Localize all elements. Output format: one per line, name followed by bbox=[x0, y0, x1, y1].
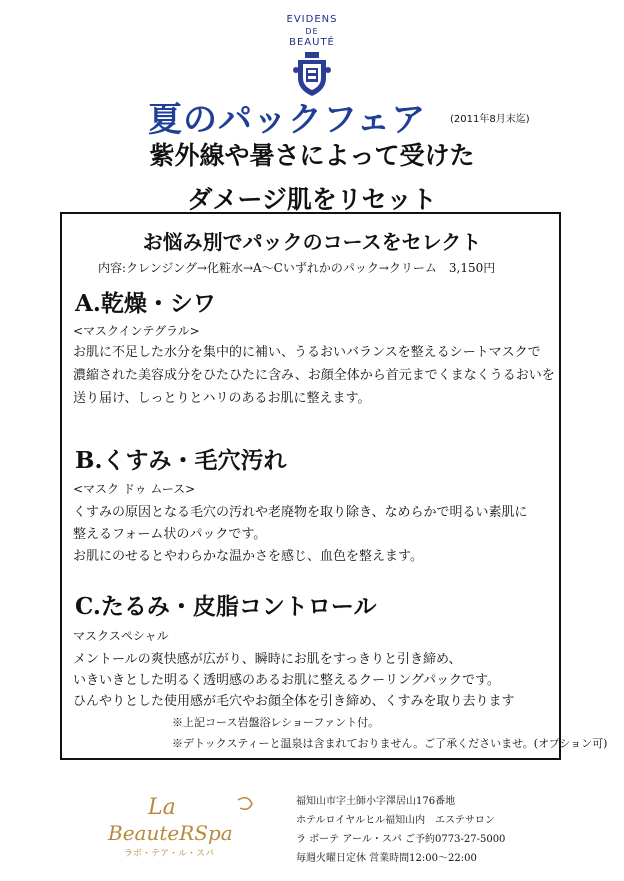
address-line: 毎週火曜日定休 営業時間12:00～22:00 bbox=[296, 853, 477, 864]
section-b-line: くすみの原因となる毛穴の汚れや老廃物を取り除き、なめらかで明るい素肌に bbox=[73, 505, 528, 520]
section-c-line: メントールの爽快感が広がり、瞬時にお肌をすっきりと引き締め、 bbox=[73, 652, 462, 667]
section-b-subtitle: <マスク ドゥ ムース> bbox=[73, 482, 196, 496]
section-a-subtitle: <マスクインテグラル> bbox=[73, 324, 200, 338]
section-a-line: 濃縮された美容成分をひたひたに含み、お顔全体から首元までくまなくうるおいを bbox=[73, 368, 555, 383]
fair-title: 夏のパックフェア bbox=[148, 100, 427, 140]
spa-logo bbox=[100, 790, 260, 860]
section-c-title: C.たるみ・皮脂コントロール bbox=[75, 593, 377, 620]
logo-kana: ラボ・テア・ル・スパ bbox=[124, 849, 215, 859]
subtitle-line-2: ダメージ肌をリセット bbox=[187, 185, 437, 214]
section-b-line: 整えるフォーム状のパックです。 bbox=[73, 527, 267, 542]
note-line: ※デトックスティーと温泉は含まれておりません。ご了承くださいませ。(オプション可) bbox=[172, 737, 608, 750]
brand-name-de: DE bbox=[305, 27, 319, 36]
brand-name-beaute: BEAUTÉ bbox=[289, 37, 335, 48]
section-c-line: いきいきとした明るく透明感のあるお肌に整えるクーリングパックです。 bbox=[73, 673, 500, 688]
section-b-title: B.くすみ・毛穴汚れ bbox=[75, 447, 287, 474]
course-contents: 内容:クレンジング→化粧水→A～Cいずれかのパック→クリーム 3,150円 bbox=[98, 261, 496, 275]
section-a-line: 送り届け、しっとりとハリのあるお肌に整えます。 bbox=[73, 391, 371, 406]
section-a-line: お肌に不足した水分を集中的に補い、うるおいバランスを整えるシートマスクで bbox=[73, 345, 541, 360]
section-c-line: ひんやりとした使用感が毛穴やお顔全体を引き締め、くすみを取り去ります bbox=[73, 694, 515, 709]
crest-icon bbox=[292, 50, 332, 98]
subtitle-line-1: 紫外線や暑さによって受けた bbox=[149, 141, 475, 170]
section-c-subtitle: マスクスペシャル bbox=[73, 629, 169, 643]
address-line: 福知山市字土師小字澤居山176番地 bbox=[296, 796, 456, 807]
section-b-line: お肌にのせるとやわらかな温かさを感じ、血色を整えます。 bbox=[73, 549, 423, 564]
fair-period: (2011年8月末迄) bbox=[450, 114, 530, 125]
brand-name: EVIDENS bbox=[286, 14, 338, 25]
note-line: ※上記コース岩盤浴レショーファント付。 bbox=[172, 716, 380, 729]
logo-name: BeauteRSpa bbox=[108, 821, 233, 845]
logo-la: La bbox=[148, 795, 176, 820]
course-select-heading: お悩み別でパックのコースをセレクト bbox=[142, 230, 482, 254]
address-line: ラ ボーテ アール・スパ ご予約0773-27-5000 bbox=[296, 834, 506, 845]
address-line: ホテルロイヤルヒル福知山内 エステサロン bbox=[296, 815, 495, 826]
section-a-title: A.乾燥・シワ bbox=[75, 290, 216, 317]
